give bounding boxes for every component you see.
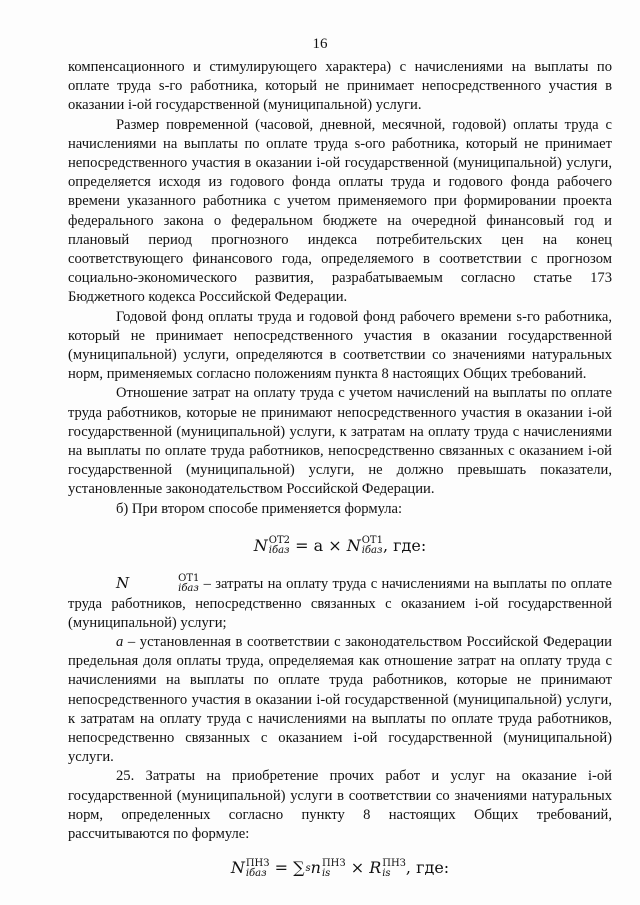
- formula-subscript: iбаз: [361, 545, 383, 557]
- formula-sum: = ∑: [269, 858, 305, 878]
- formula-tail: , где:: [382, 535, 427, 555]
- formula-subscript: iбаз: [268, 545, 290, 557]
- definition-text: – установленная в соответствии с законодательством Российской Федерации предельная доля оплаты труда, определяемая как отношение затрат на оплату труда с начислениями на выплаты по оплате труда работников, которые не принимают непосредственного участия в оказании i-ой государственной (муниципальной) услуги, к затратам на оплату труда с начислениями на выплаты по оплате труда работников, непосредственно связанных с оказанием i-ой государственной (муниципальной) услуги.: [68, 633, 612, 766]
- page-number: 16: [312, 36, 328, 52]
- formula-symbol: N: [230, 858, 245, 878]
- paragraph-continuation: компенсационного и стимулирующего характера) с начислениями на выплаты по оплате труда s-го работника, который не принимает непосредственного участия в оказании i-ой государственной (муниципальной) услуги.: [68, 59, 612, 114]
- formula-ot2: [68, 536, 612, 557]
- formula-subscript: iбаз: [245, 867, 267, 879]
- formula-symbol: N: [116, 574, 130, 593]
- formula-indices: [269, 536, 290, 556]
- definition-symbol: a: [116, 633, 124, 650]
- formula-symbol: N: [346, 535, 361, 555]
- formula-subscript: iбаз: [178, 583, 199, 595]
- paragraph-second-method: б) При втором способе применяется формула:: [116, 500, 403, 517]
- formula-operator: ×: [345, 858, 370, 878]
- paragraph-annual-fund: Годовой фонд оплаты труда и годовой фонд рабочего времени s-го работника, который не принимает непосредственного участия в оказании государственной (муниципальной) услуги, определяются в соответствии со значениями натуральных норм, применяемых согласно положениям пункта 8 настоящих Общих требований.: [68, 308, 612, 383]
- formula-indices: [382, 859, 406, 879]
- definition-a: [68, 633, 612, 767]
- formula-indices: [322, 859, 346, 879]
- paragraph-time-based-pay: Размер повременной (часовой, дневной, месячной, годовой) оплаты труда с начислениями на выплаты по оплате труда s-ого работника, который не принимает непосредственного участия в оказании i-ой государственной (муниципальной) услуги, определяется исходя из годового фонда оплаты труда и годового фонда рабочего времени указанного работника с учетом применяемого при формировании проекта федерального закона о федеральном бюджете на очередной финансовый год и плановый период прогнозного индекса потребительских цен на конец соответствующего финансового года, определяемого в соответствии с прогнозом социально-экономического развития, разрабатываемым согласно статье 173 Бюджетного кодекса Российской Федерации.: [68, 116, 612, 306]
- paragraph-cost-ratio: Отношение затрат на оплату труда с учетом начислений на выплаты по оплате труда работников, которые не принимают непосредственного участия в оказании i-ой государственной (муниципальной) услуги, к затратам на оплату труда с начислениями на выплаты по оплате труда работников, непосредственно связанных с оказанием i-ой государственной (муниципальной) услуги, не должно превышать показатели, установленные законодательством Российской Федерации.: [68, 385, 612, 498]
- definition-symbol: [116, 573, 200, 595]
- definition-text: – затраты на оплату труда с начислениями на выплаты по оплате труда работников, непосредственно связанных с оказанием i-ой государственной (муниципальной) услуги;: [68, 576, 612, 631]
- formula-symbol: N: [253, 535, 268, 555]
- formula-superscript: ОТ2: [268, 535, 291, 547]
- formula-superscript: ПНЗ: [382, 857, 406, 869]
- formula-superscript: ОТ1: [361, 535, 383, 547]
- formula-superscript: ОТ1: [178, 573, 200, 585]
- formula-symbol: n: [310, 858, 321, 878]
- formula-pnz: [68, 858, 612, 879]
- definition-ot1: [68, 574, 612, 633]
- formula-subscript: is: [321, 867, 331, 879]
- formula-subscript: is: [382, 867, 391, 879]
- formula-superscript: ПНЗ: [245, 857, 270, 869]
- formula-indices: [362, 536, 383, 556]
- formula-indices: [246, 859, 270, 879]
- page-body: [68, 58, 612, 879]
- formula-tail: , где:: [405, 858, 450, 878]
- formula-indices: [130, 574, 199, 594]
- formula-subscript: s: [305, 862, 311, 874]
- formula-superscript: ПНЗ: [321, 857, 346, 869]
- formula-operator: = a ×: [290, 535, 347, 555]
- formula-symbol: R: [369, 858, 382, 878]
- paragraph-item-25: 25. Затраты на приобретение прочих работ и услуг на оказание i-ой государственной (муниципальной) услуги в соответствии со значениями натуральных норм, определенных согласно пункту 8 настоящих Общих требований, рассчитываются по формуле:: [68, 768, 612, 843]
